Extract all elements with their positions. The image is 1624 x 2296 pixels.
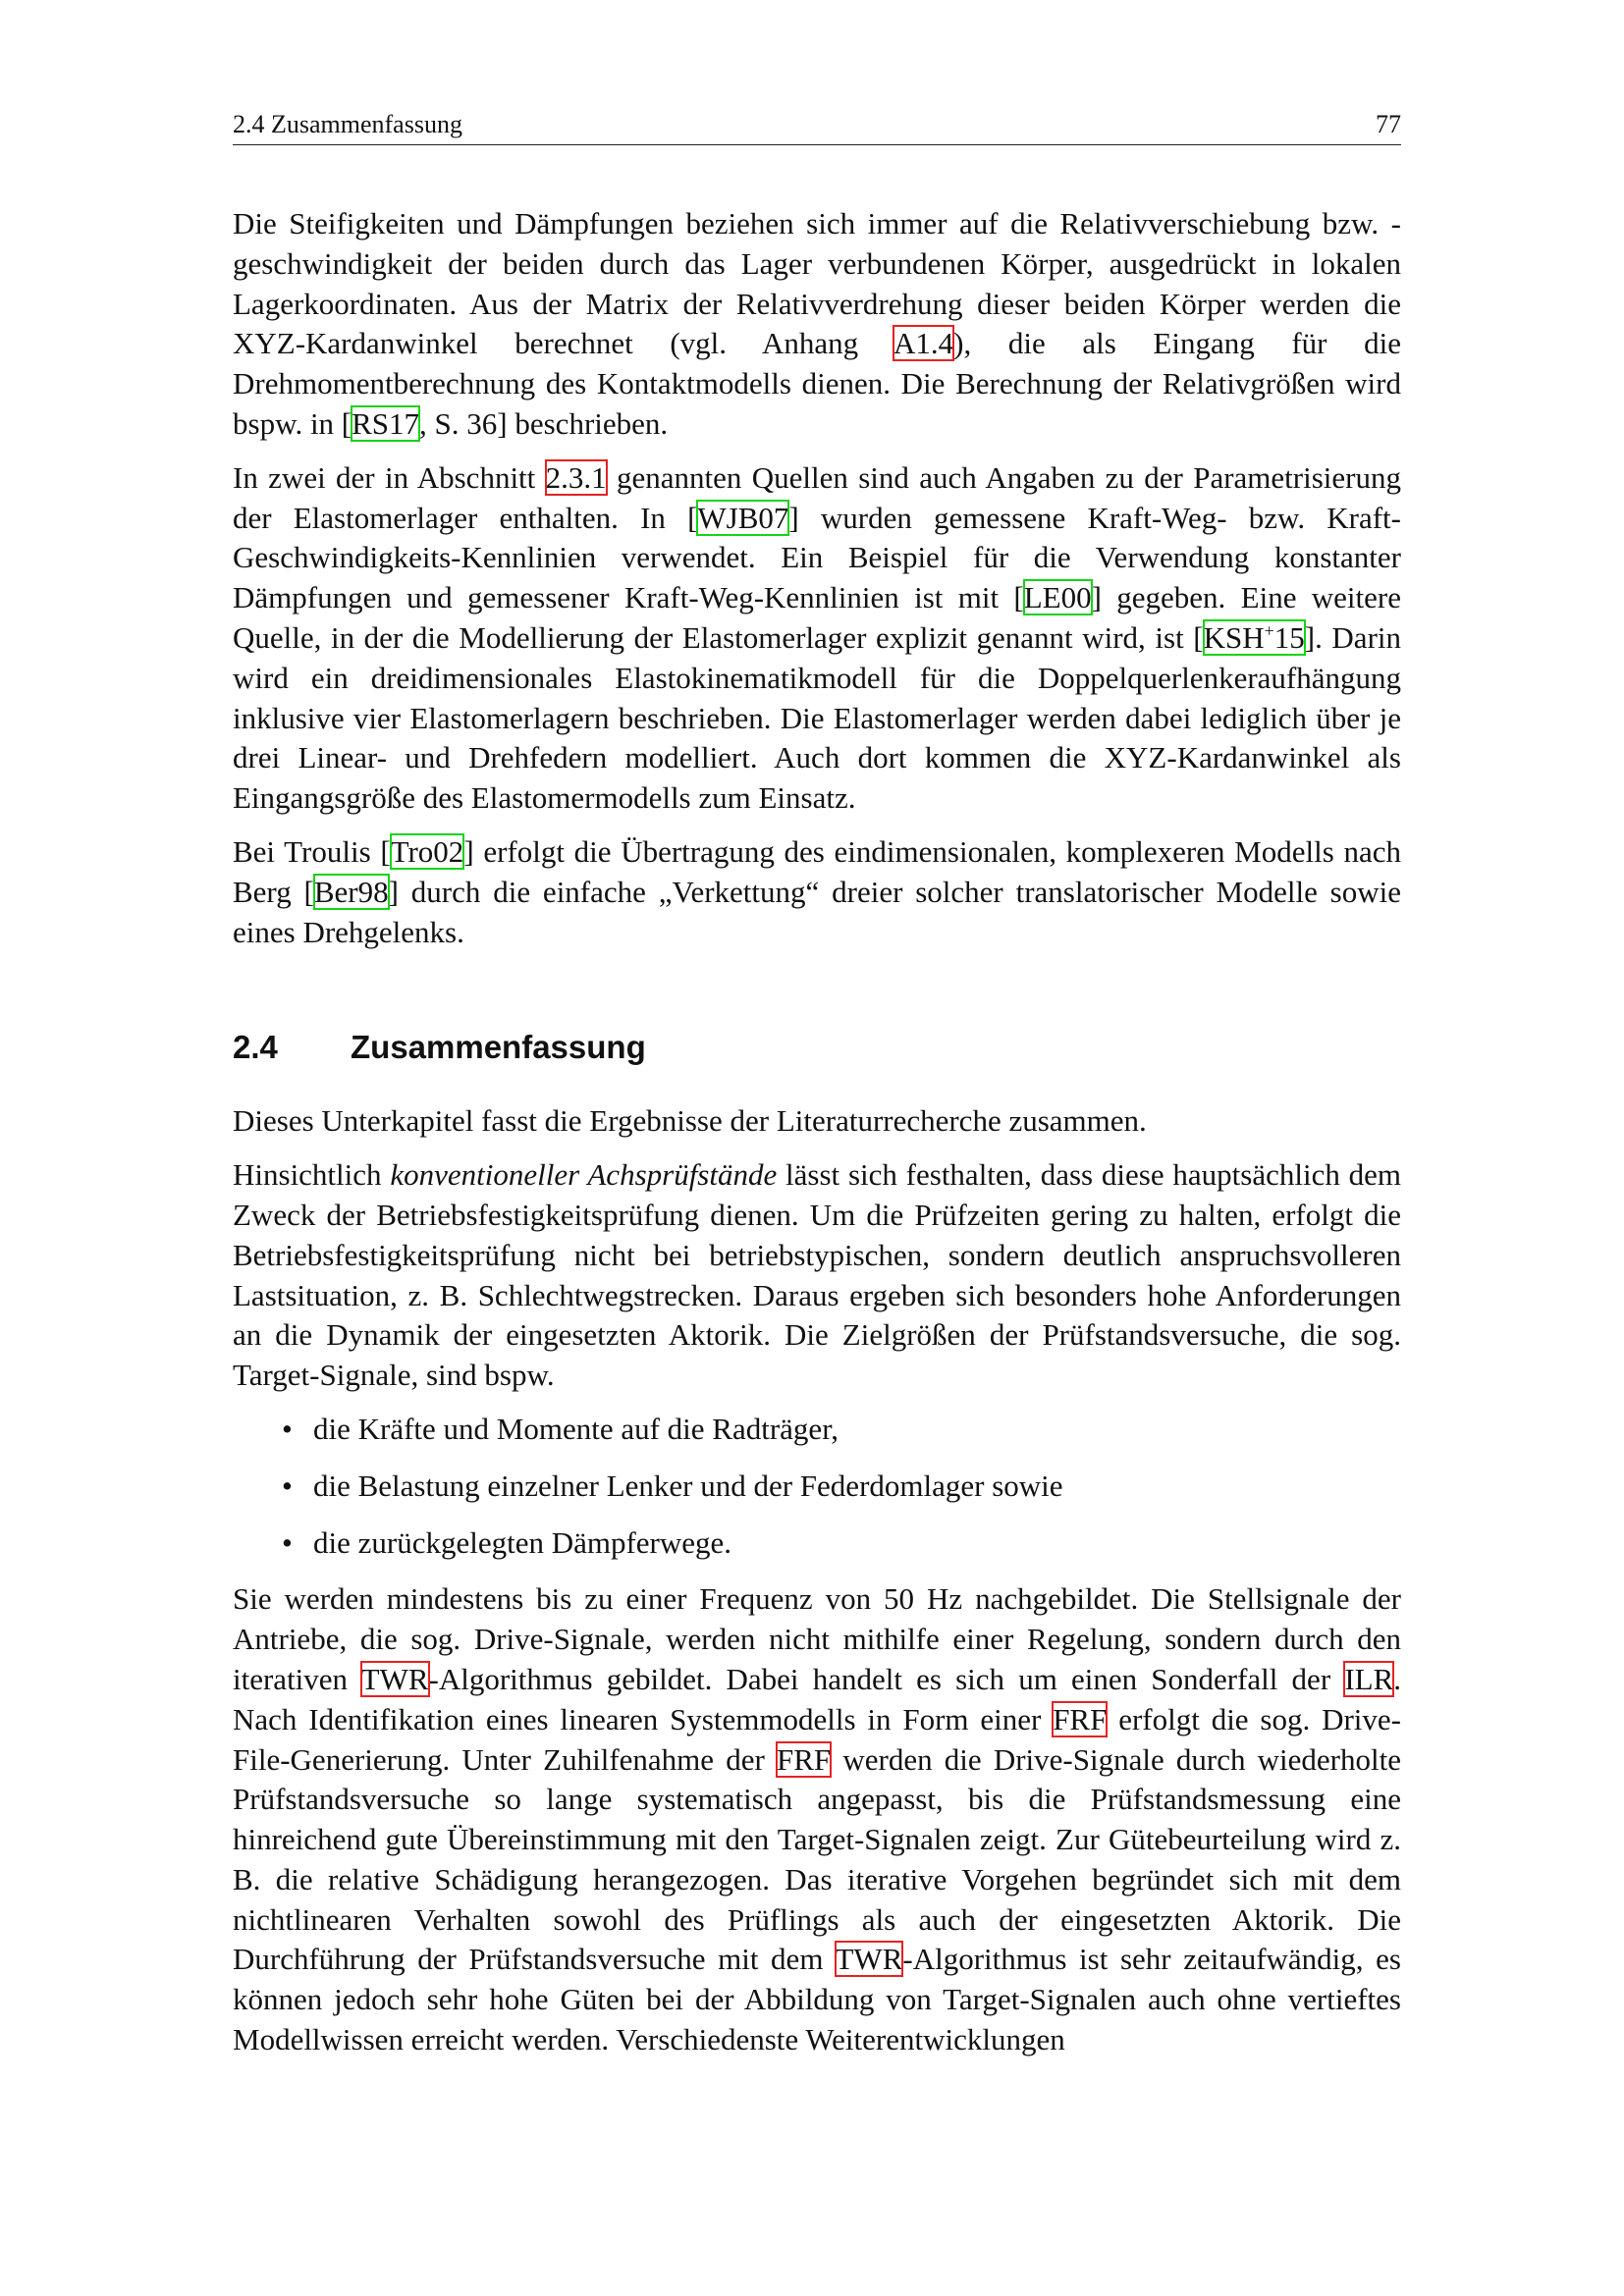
citation-link-le00[interactable]: LE00 bbox=[1023, 580, 1092, 615]
paragraph-troulis bbox=[233, 832, 1401, 952]
superscript: + bbox=[1264, 620, 1274, 641]
list-item bbox=[233, 1523, 1401, 1564]
citation-link-rs17[interactable]: RS17 bbox=[352, 405, 420, 441]
paragraph-parametrization bbox=[233, 458, 1401, 819]
text: -Algorithmus ist sehr zeitaufwändig, es können jedoch sehr hohe Güten bei der Abbildung von Target-Signalen auch ohne vertieftes Modellwissen erreicht werden. Verschiedenste Weiterentwicklungen bbox=[233, 1942, 1401, 2057]
text: ] wurden gemessene Kraft-Weg- bzw. Kraft-Geschwindigkeits-Kennlinien verwendet. Ein Beispiel für die Verwendung konstanter Dämpfungen und gemessener Kraft-Weg-Kennlinien ist mit [ bbox=[233, 500, 1401, 615]
text: Bei Troulis [ bbox=[233, 833, 391, 869]
acronym-link-frf[interactable]: FRF bbox=[777, 1741, 832, 1777]
body-text bbox=[233, 204, 1401, 2074]
section-link-2-3-1[interactable]: 2.3.1 bbox=[545, 459, 607, 495]
appendix-link-a1-4[interactable]: A1.4 bbox=[893, 326, 954, 361]
citation-link-tro02[interactable]: Tro02 bbox=[390, 833, 464, 869]
acronym-link-ilr[interactable]: ILR bbox=[1344, 1661, 1394, 1696]
target-signal-list bbox=[233, 1410, 1401, 1563]
text: lässt sich festhalten, dass diese hauptsächlich dem Zweck der Betriebsfestigkeitsprüfung dienen. Um die Prüfzeiten gering zu halten, erfolgt die Betriebsfestigkeitsprüfung nicht bei betriebstypischen, sondern deutlich anspruchsvolleren Lastsituation, z. B. Schlechtwegstrecken. Daraus ergeben sich besonders hohe Anforderungen an die Dynamik der eingesetzten Aktorik. Die Zielgrößen der Prüfstandsversuche, die sog. Target-Signale, sind bspw. bbox=[233, 1157, 1401, 1393]
text: . Nach Identifikation eines linearen Systemmodells in Form einer bbox=[233, 1661, 1401, 1736]
text: genannten Quellen sind auch Angaben zu der Parametrisierung der Elastomerlager enthalten. In [ bbox=[233, 459, 1401, 535]
citation-link-ksh15[interactable] bbox=[1204, 620, 1305, 655]
acronym-link-frf[interactable]: FRF bbox=[1053, 1701, 1108, 1736]
text: Sie werden mindestens bis zu einer Frequenz von 50 Hz nachgebildet. Die Stellsignale der Antriebe, die sog. Drive-Signale, werden nicht mithilfe einer Regelung, sondern durch den iterativen bbox=[233, 1581, 1401, 1696]
list-item bbox=[233, 1467, 1401, 1507]
text: ] erfolgt die Übertragung des eindimensionalen, komplexeren Modells nach Berg [ bbox=[233, 833, 1401, 909]
text: ]. Darin wird ein dreidimensionales Elastokinematikmodell für die Doppelquerlenkeraufhängung inklusive vier Elastomerlagern beschrieben. Die Elastomerlager werden dabei lediglich über je drei Linear- und Drehfedern modelliert. Auch dort kommen die XYZ-Kardanwinkel als Eingangsgröße des Elastomermodells zum Einsatz. bbox=[233, 619, 1402, 816]
section-number: 2.4 bbox=[233, 1029, 278, 1066]
bullet-icon: • bbox=[282, 1468, 293, 1503]
text: Hinsichtlich bbox=[233, 1157, 391, 1193]
page-number: 77 bbox=[1376, 110, 1401, 138]
running-header-section: 2.4 Zusammenfassung bbox=[233, 110, 462, 138]
running-header bbox=[233, 110, 1401, 145]
emphasis: konventioneller Achsprüfstände bbox=[390, 1157, 778, 1193]
text: erfolgt die sog. Drive-File-Generierung. Unter Zuhilfenahme der bbox=[233, 1701, 1401, 1777]
text: -Algorithmus gebildet. Dabei handelt es sich um einen Sonderfall der bbox=[428, 1661, 1345, 1696]
paragraph-stiffness bbox=[233, 204, 1401, 445]
text: KSH bbox=[1203, 619, 1265, 655]
paragraph-test-rigs bbox=[233, 1155, 1401, 1396]
section-title: Zusammenfassung bbox=[351, 1029, 646, 1066]
list-item-text: die zurückgelegten Dämpferwege. bbox=[313, 1524, 732, 1560]
citation-link-wjb07[interactable]: WJB07 bbox=[697, 500, 789, 535]
text: ] durch die einfache „Verkettung“ dreier solcher translatorischer Modelle sowie eines Drehgelenks. bbox=[233, 874, 1401, 949]
paragraph-twr bbox=[233, 1579, 1401, 2060]
text: ] gegeben. Eine weitere Quelle, in der die Modellierung der Elastomerlager explizit genannt wird, ist [ bbox=[233, 580, 1402, 655]
list-item-text: die Kräfte und Momente auf die Radträger, bbox=[313, 1411, 839, 1446]
paragraph-intro: Dieses Unterkapitel fasst die Ergebnisse der Literaturrecherche zusammen. bbox=[233, 1103, 1147, 1139]
text: Die Steifigkeiten und Dämpfungen beziehen sich immer auf die Relativverschiebung bzw. -geschwindigkeit der beiden durch das Lager verbundenen Körper, ausgedrückt in lokalen Lagerkoordinaten. Aus der Matrix der Relativverdrehung dieser beiden Körper werden die XYZ-Kardanwinkel berechnet (vgl. Anhang bbox=[233, 206, 1401, 361]
text: werden die Drive-Signale durch wiederholte Prüfstandsversuche so lange systematisch angepasst, bis die Prüfstandsmessung eine hinreichend gute Übereinstimmung mit den Target-Signalen zeigt. Zur Gütebeurteilung wird z. B. die relative Schädigung herangezogen. Das iterative Vorgehen begründet sich mit dem nichtlinearen Verhalten sowohl des Prüflings als auch der eingesetzten Aktorik. Die Durchführung der Prüfstandsversuche mit dem bbox=[233, 1741, 1401, 1977]
section-heading bbox=[233, 1029, 1401, 1066]
text: ), die als Eingang für die Drehmomentberechnung des Kontaktmodells dienen. Die Berechnung der Relativgrößen wird bspw. in [ bbox=[233, 326, 1401, 441]
bullet-icon: • bbox=[282, 1411, 293, 1446]
bullet-icon: • bbox=[282, 1524, 293, 1560]
list-item-text: die Belastung einzelner Lenker und der Federdomlager sowie bbox=[313, 1468, 1063, 1503]
text: , S. 36] beschrieben. bbox=[419, 405, 669, 441]
list-item bbox=[233, 1410, 1401, 1450]
acronym-link-twr[interactable]: TWR bbox=[360, 1661, 429, 1696]
text: In zwei der in Abschnitt bbox=[233, 459, 546, 495]
acronym-link-twr[interactable]: TWR bbox=[835, 1942, 903, 1977]
text: 15 bbox=[1273, 619, 1305, 655]
citation-link-ber98[interactable]: Ber98 bbox=[313, 874, 389, 909]
